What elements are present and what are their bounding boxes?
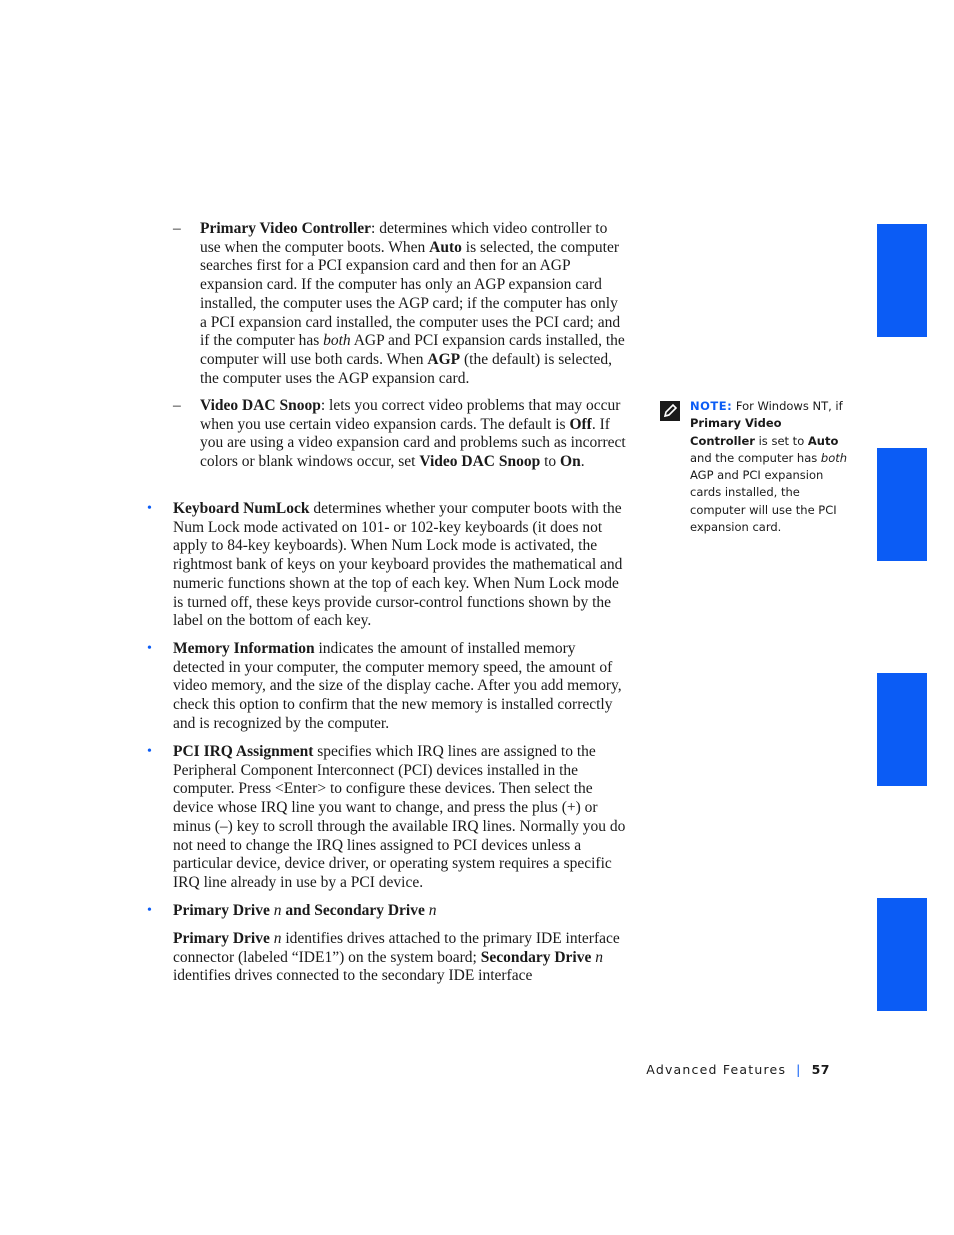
primary-video-controller-item: Primary Video Controller: determines which video controller to use when the computer boots. When Auto is selected, the computer searches first for a PCI expansion card and then for an AGP expansion card. If the computer has only an AGP expansion card installed, the computer uses the AGP card; if the computer has only a PCI expansion card installed, the computer uses the PCI card; and if the computer has both AGP and PCI expansion cards installed, the computer will use both cards. When AGP (the default) is selected, the computer uses the AGP expansion card. [200,220,625,387]
bullet-marker: • [147,744,152,759]
term: Keyboard NumLock [173,500,310,517]
term: Video DAC Snoop [200,397,321,414]
memory-information-item: Memory Information indicates the amount of installed memory detected in your computer, the computer memory speed, the amount of video memory, and the size of the display cache. After you add memory, check this option to confirm that the new memory is installed correctly and is recognized by the computer. [173,640,622,732]
footer-separator: | [796,1062,802,1077]
keyboard-numlock-item: Keyboard NumLock determines whether your computer boots with the Num Lock mode activated on 101- or 102-key keyboards (it does not apply to 84-key keyboards). When Num Lock mode is activated, the rightmost bank of keys on your keyboard provides the mathematical and numeric functions shown at the top of each key. When Num Lock mode is turned off, these keys provide cursor-control functions shown by the label on the bottom of each key. [173,500,623,630]
term: Memory Information [173,640,315,657]
term: Primary Video Controller [200,220,372,237]
page-number: 57 [811,1062,830,1077]
bullet-marker: • [147,641,152,656]
bullet-marker: • [147,501,152,516]
note-box: NOTE: For Windows NT, if Primary Video Controller is set to Auto and the computer has both AGP and PCI expansion cards installed, the computer will use the PCI expansion card. [690,399,848,535]
dash-marker: – [173,220,181,237]
note-label: NOTE: [690,399,733,413]
bullet-marker: • [147,903,152,918]
side-tab [877,448,927,561]
pci-irq-assignment-item: PCI IRQ Assignment specifies which IRQ lines are assigned to the Peripheral Component Interconnect (PCI) devices installed in the computer. Press <Enter> to configure these devices. Then select the device whose IRQ line you want to change, and press the plus (+) or minus (–) key to scroll through the available IRQ lines. Normally you do not need to change the IRQ lines assigned to PCI devices unless a particular device, device driver, or operating system requires a specific IRQ line already in use by a PCI device. [173,743,626,891]
footer-section-title: Advanced Features [646,1062,787,1077]
page-footer [610,1062,830,1077]
term: PCI IRQ Assignment [173,743,314,760]
drives-heading: Primary Drive n and Secondary Drive n [173,902,437,919]
side-tab [877,898,927,1011]
drives-paragraph: Primary Drive n identifies drives attached to the primary IDE interface connector (labeled “IDE1”) on the system board; Secondary Drive n identifies drives connected to the secondary IDE interface [173,930,620,985]
side-tab [877,673,927,786]
side-tab [877,224,927,337]
video-dac-snoop-item: Video DAC Snoop: lets you correct video problems that may occur when you use certain video expansion cards. The default is Off. If you are using a video expansion card and problems such as incorrect colors or blank windows occur, set Video DAC Snoop to On. [200,397,626,471]
note-pencil-icon [660,401,680,421]
dash-marker: – [173,397,181,414]
